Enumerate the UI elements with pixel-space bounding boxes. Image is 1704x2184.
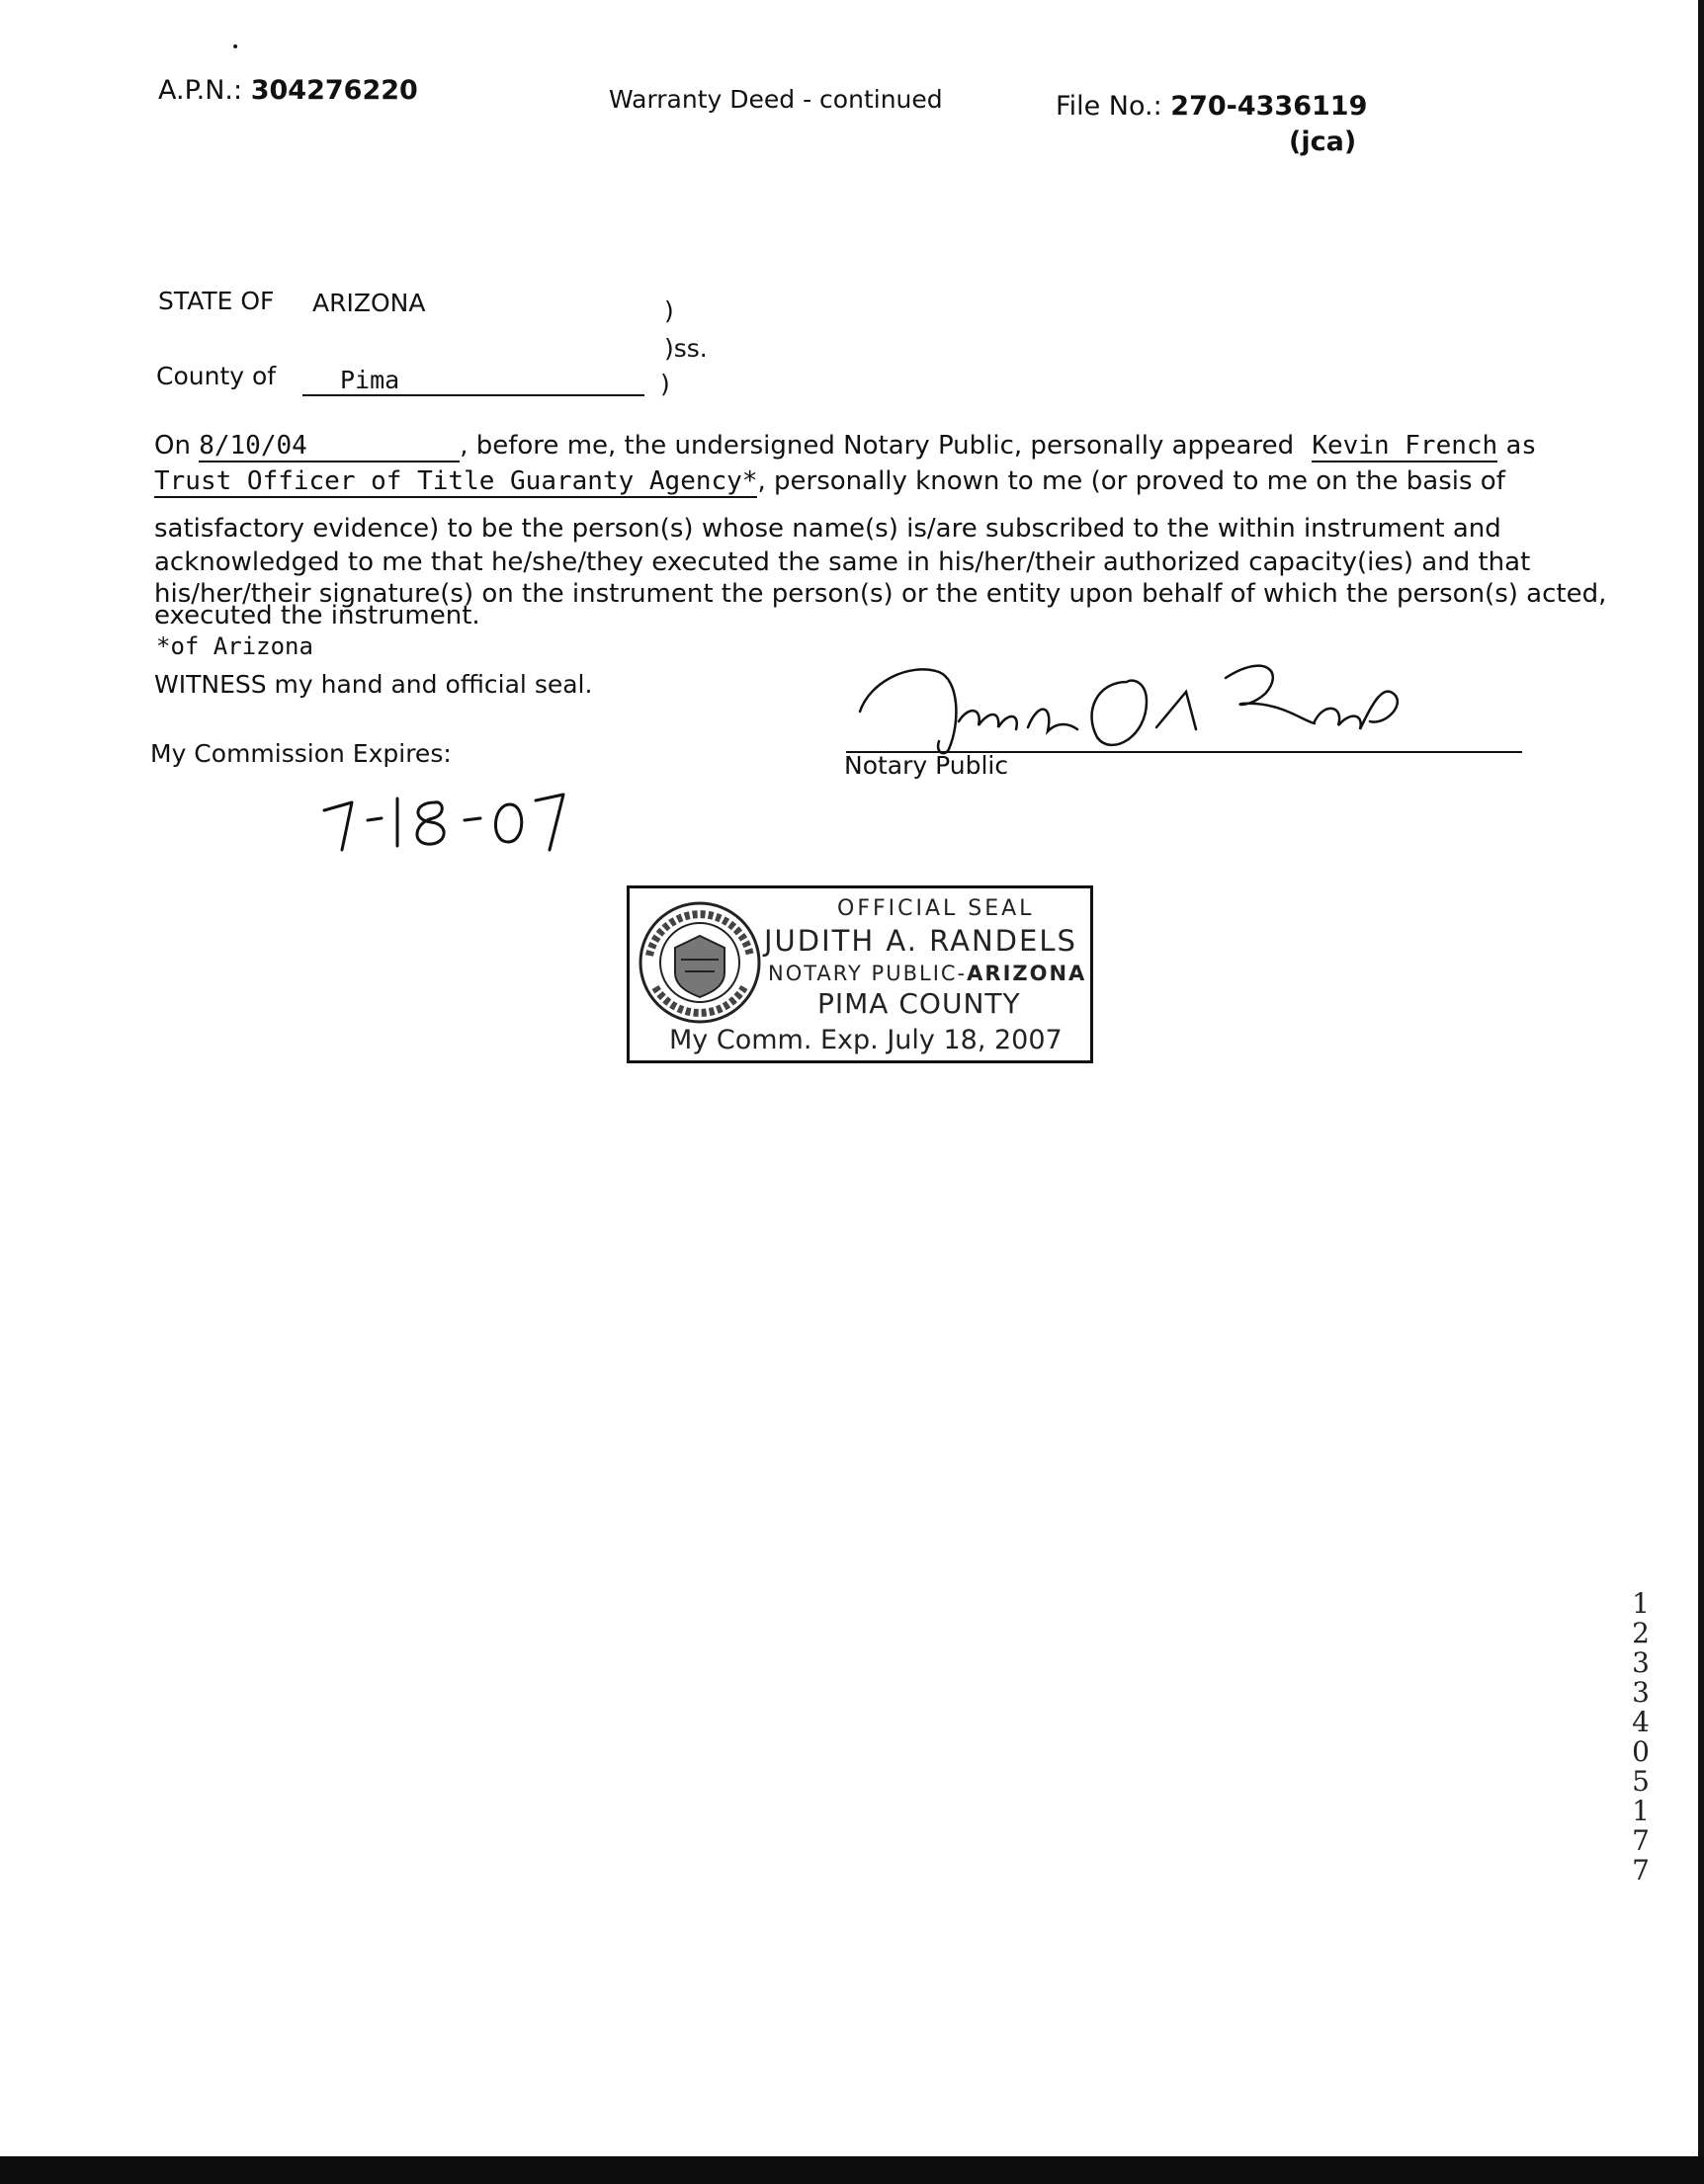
on-label: On	[154, 431, 191, 461]
ack-line-5: his/her/their signature(s) on the instrument the person(s) or the entity upon behalf of which the person(s) acted,	[154, 579, 1607, 609]
capacity: Trust Officer of Title Guaranty Agency*	[154, 466, 758, 496]
ack-line-1	[154, 431, 1537, 462]
apn-value: 304276220	[250, 75, 418, 106]
footnote: *of Arizona	[156, 632, 313, 660]
apn-field	[158, 75, 418, 106]
scan-edge-bottom	[0, 2156, 1704, 2184]
notary-public-label: Notary Public	[844, 751, 1009, 780]
seal-notary-name: JUDITH A. RANDELS	[764, 924, 1077, 958]
margin-digit: 1	[1632, 1795, 1650, 1827]
venue-paren: )	[664, 296, 674, 325]
document-title: Warranty Deed - continued	[609, 85, 943, 114]
file-value: 270-4336119	[1170, 91, 1368, 122]
ack-date: 8/10/04	[199, 431, 460, 462]
margin-digit: 0	[1632, 1735, 1650, 1768]
margin-digit: 3	[1632, 1646, 1650, 1679]
seal-heading: OFFICIAL SEAL	[837, 896, 1035, 921]
apn-label: A.P.N.:	[158, 75, 243, 106]
as-word: as	[1505, 431, 1537, 461]
ack-line-3: satisfactory evidence) to be the person(s) whose name(s) is/are subscribed to the within instrument and	[154, 514, 1501, 544]
state-label: STATE OF	[158, 287, 275, 315]
margin-digit: 7	[1632, 1854, 1650, 1887]
ack-line-2	[154, 466, 1505, 498]
ack-line-4: acknowledged to me that he/she/they executed the same in his/her/their authorized capacity(ies) and that	[154, 547, 1531, 577]
state-value: ARIZONA	[312, 289, 426, 317]
county-label: County of	[156, 362, 277, 390]
handwritten-commission-date	[316, 781, 573, 860]
notary-signature	[850, 642, 1433, 761]
seal-title	[768, 962, 1086, 985]
witness-statement: WITNESS my hand and official seal.	[154, 670, 593, 699]
ack-line-1-text: , before me, the undersigned Notary Public, personally appeared	[460, 431, 1295, 461]
margin-digit: 3	[1632, 1676, 1650, 1709]
margin-digit: 4	[1632, 1706, 1650, 1738]
file-suffix: (jca)	[1289, 126, 1357, 157]
margin-digit: 5	[1632, 1765, 1650, 1798]
county-value: Pima	[302, 366, 644, 396]
file-label: File No.:	[1056, 91, 1162, 122]
state-seal-icon	[636, 898, 764, 1027]
seal-county: PIMA COUNTY	[817, 987, 1021, 1020]
margin-digit: 1	[1632, 1587, 1650, 1620]
ack-line-2-text: , personally known to me (or proved to me on the basis of	[757, 466, 1505, 496]
ack-line-6: executed the instrument.	[154, 601, 480, 630]
margin-digit: 7	[1632, 1824, 1650, 1857]
seal-expiration: My Comm. Exp. July 18, 2007	[669, 1025, 1063, 1055]
official-seal-stamp	[627, 885, 1093, 1063]
file-number	[1056, 91, 1367, 122]
seal-title-prefix: NOTARY PUBLIC-	[768, 962, 968, 985]
margin-recording-number	[1627, 1589, 1655, 1886]
person-name: Kevin French	[1312, 431, 1498, 461]
venue-ss: )ss.	[664, 334, 708, 363]
venue-paren-close: )	[660, 370, 670, 398]
margin-digit: 2	[1632, 1617, 1650, 1649]
seal-title-state: ARIZONA	[967, 962, 1087, 985]
scan-edge-right	[1698, 0, 1704, 2184]
commission-label: My Commission Expires:	[150, 739, 452, 768]
scan-mark: •	[231, 40, 240, 55]
